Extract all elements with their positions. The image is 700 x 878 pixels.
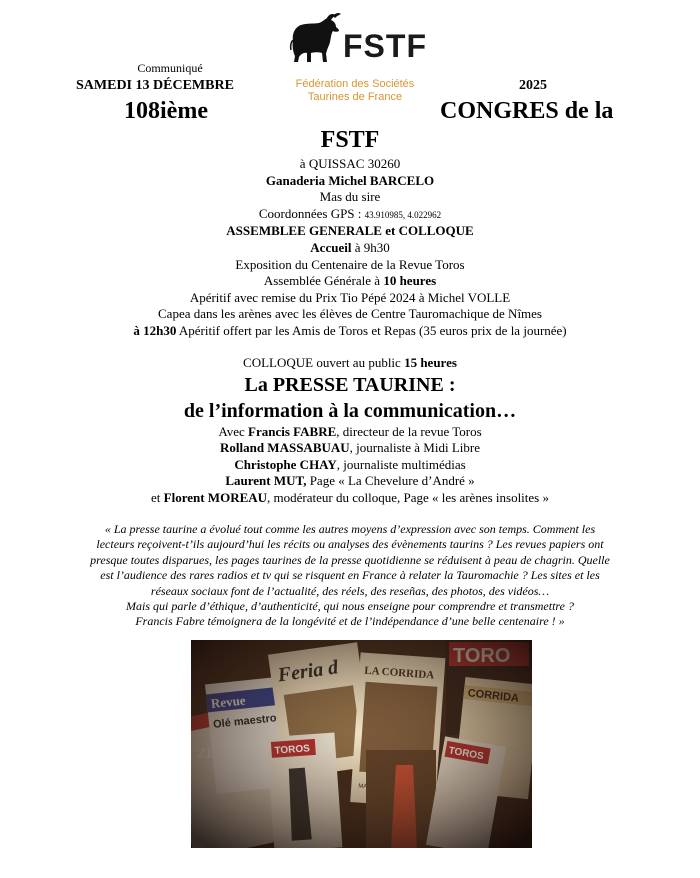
quote-line: est l’audience des rares radios et tv qui se risquent en France à relater la Tauromachie ? Les sites et les [100,568,600,583]
colloque-title-1: La PRESSE TAURINE : [244,373,456,396]
speaker-line [0,490,700,507]
lunch-pre: à [133,322,144,338]
speaker-line [0,440,700,457]
bull-icon [289,12,343,64]
ag-text: Assemblée Générale à [263,273,384,289]
speaker-name: Francis FABRE [248,423,337,439]
congres-fstf: FSTF [320,127,380,153]
colloque-title-2: de l’information à la communication… [183,399,517,422]
ag-line [0,273,700,290]
quote-line: « La presse taurine a évolué tout comme les autres moyens d’expression avec son temps. Comment les [104,522,596,536]
quote-paragraph [62,522,638,630]
speaker-role: , directeur de la revue Toros [336,423,482,439]
speaker-name: Laurent MUT, [225,473,307,489]
logo-subtitle-line2: Taurines de France [307,91,403,103]
gps-label: Coordonnées GPS : [258,205,365,221]
speaker-role: , journaliste à Midi Libre [349,440,480,456]
event-date: SAMEDI 13 DÉCEMBRE [76,78,234,93]
gps-line [0,206,700,224]
aperitif-line: Apéritif avec remise du Prix Tio Pépé 2024 à Michel VOLLE [189,289,511,305]
lunch-text: Apéritif offert par les Amis de Toros et Repas (35 euros prix de la journée) [176,322,567,338]
speaker-line [0,473,700,490]
lunch-line [0,323,700,340]
logo-name: FSTF [343,28,427,64]
mas-du-sire: Mas du sire [319,189,381,205]
quote-line: lecteurs reçoivent-t’ils aujourd’hui les récits ou analyses des évènements taurins ? Les revues papiers ont [96,537,604,552]
logo-subtitle [275,78,435,104]
accueil-line [0,240,700,257]
event-year: 2025 [519,78,547,93]
magazines-collage [191,640,532,848]
congres-title: CONGRES de la [440,98,614,124]
speaker-name: Rolland MASSABUAU [219,440,350,456]
colloque-intro-line [0,355,700,372]
logo-subtitle-line1: Fédération des Sociétés [295,78,415,90]
exposition-line: Exposition du Centenaire de la Revue Toros [235,256,465,272]
speaker-pre: et [151,489,164,505]
event-location: à QUISSAC 30260 [299,156,401,171]
magazines-photo [191,640,532,848]
quote-line: Mais qui parle d’éthique, d’authenticité, qui nous enseigne pour comprendre et transmettre ? [126,599,574,614]
speaker-name: Christophe CHAY [234,456,337,472]
lunch-time: 12h30 [143,322,177,338]
colloque-section [0,355,700,507]
quote-line: presque toutes disparues, les pages taurines de la presse quotidienne se réduisent à peau de chagrin. Quelle [90,552,610,567]
accueil-time: à 9h30 [351,239,390,255]
colloque-time: 15 heures [404,355,457,370]
ag-time: 10 heures [383,273,437,289]
quote-line: réseaux sociaux font de l’actualité, des réels, des reseñas, des photos, des vidéos… [150,583,550,598]
edition-number: 108ième [124,98,208,124]
accueil-label: Accueil [310,239,352,255]
speaker-role: , modérateur du colloque, Page « les arènes insolites » [267,489,549,505]
assembly-title: ASSEMBLEE GENERALE et COLLOQUE [226,223,474,239]
speaker-line [0,424,700,441]
colloque-intro: COLLOQUE ouvert au public [243,355,405,370]
speaker-role: Page « La Chevelure d’André » [306,473,475,489]
gps-value: 43.910985, 4.022962 [364,209,442,220]
speaker-line [0,457,700,474]
speaker-pre: Avec [218,423,249,439]
capea-line: Capea dans les arènes avec les élèves de Centre Tauromachique de Nîmes [158,306,542,322]
ganaderia: Ganaderia Michel BARCELO [265,172,435,188]
quote-line: Francis Fabre témoignera de la longévité et de l’indépendance d’une belle centenaire ! » [135,614,565,629]
event-details [0,156,700,340]
communique-label: Communiqué [137,61,203,75]
speaker-role: , journaliste multimédias [336,456,466,472]
speaker-name: Florent MOREAU [163,489,268,505]
